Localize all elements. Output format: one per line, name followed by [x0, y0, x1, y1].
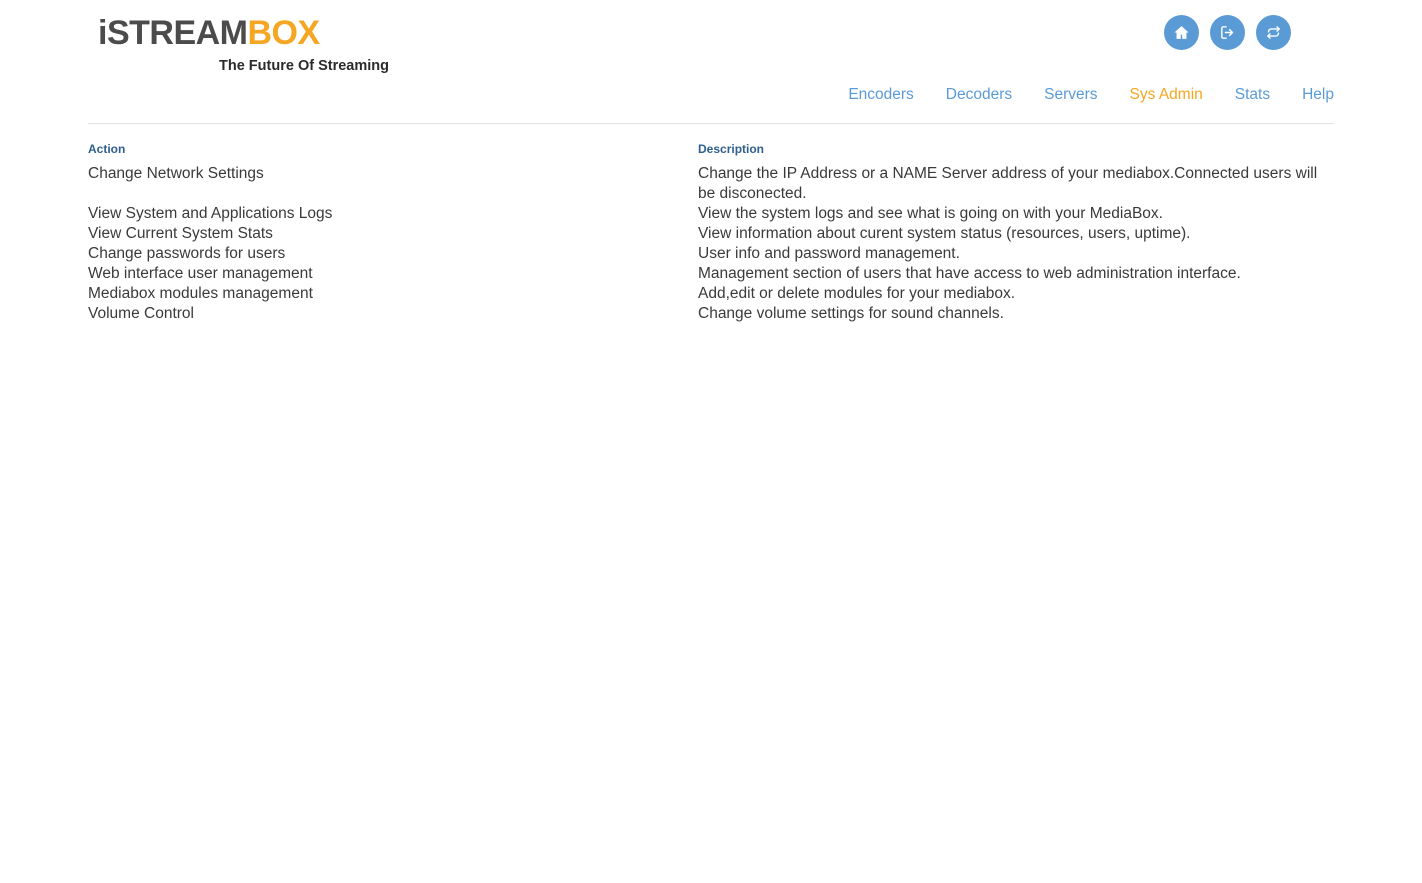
list-item[interactable]: Volume Control — [88, 305, 194, 322]
nav-item-servers[interactable]: Servers — [1044, 86, 1098, 103]
list-item[interactable]: Web interface user management — [88, 265, 313, 282]
brand-tagline: The Future Of Streaming — [219, 58, 389, 74]
list-item[interactable]: Change passwords for users — [88, 245, 286, 262]
nav-item-decoders[interactable]: Decoders — [945, 86, 1013, 103]
list-item-description: Management section of users that have access to web administration interface. — [698, 265, 1241, 282]
brand-name-primary: iSTREAM — [98, 14, 248, 52]
list-item[interactable]: View System and Applications Logs — [88, 205, 333, 222]
description-list — [698, 164, 1338, 324]
description-column-header: Description — [698, 142, 765, 156]
action-column-header: Action — [88, 142, 126, 156]
list-item[interactable]: View Current System Stats — [88, 225, 273, 242]
list-item-description: User info and password management. — [698, 245, 960, 262]
header-icon-group — [1164, 15, 1291, 50]
refresh-icon-button[interactable] — [1256, 15, 1291, 50]
description-column — [698, 143, 1338, 324]
brand-logo[interactable] — [98, 16, 320, 50]
list-item[interactable]: Mediabox modules management — [88, 285, 313, 302]
action-list — [88, 164, 688, 324]
action-column — [88, 143, 688, 324]
list-item-description: Change volume settings for sound channels. — [698, 305, 1004, 322]
brand-name-accent: BOX — [247, 14, 320, 52]
page-header — [0, 0, 1422, 120]
logout-icon-button[interactable] — [1210, 15, 1245, 50]
header-divider — [88, 123, 1334, 124]
home-icon-button[interactable] — [1164, 15, 1199, 50]
main-navigation — [832, 86, 1334, 104]
nav-item-stats[interactable]: Stats — [1234, 86, 1271, 103]
nav-item-help[interactable]: Help — [1302, 86, 1334, 103]
list-item-description: View information about curent system status (resources, users, uptime). — [698, 225, 1191, 242]
list-item-description: View the system logs and see what is going on with your MediaBox. — [698, 205, 1163, 222]
nav-item-encoders[interactable]: Encoders — [848, 86, 914, 103]
list-item[interactable]: Change Network Settings — [88, 165, 264, 182]
list-item-description: Change the IP Address or a NAME Server address of your mediabox.Connected users will be disconected. — [698, 165, 1318, 202]
refresh-icon — [1265, 24, 1282, 41]
list-item-description: Add,edit or delete modules for your mediabox. — [698, 285, 1016, 302]
home-icon — [1173, 24, 1190, 41]
nav-item-sys-admin[interactable]: Sys Admin — [1129, 86, 1203, 103]
logout-icon — [1219, 24, 1236, 41]
